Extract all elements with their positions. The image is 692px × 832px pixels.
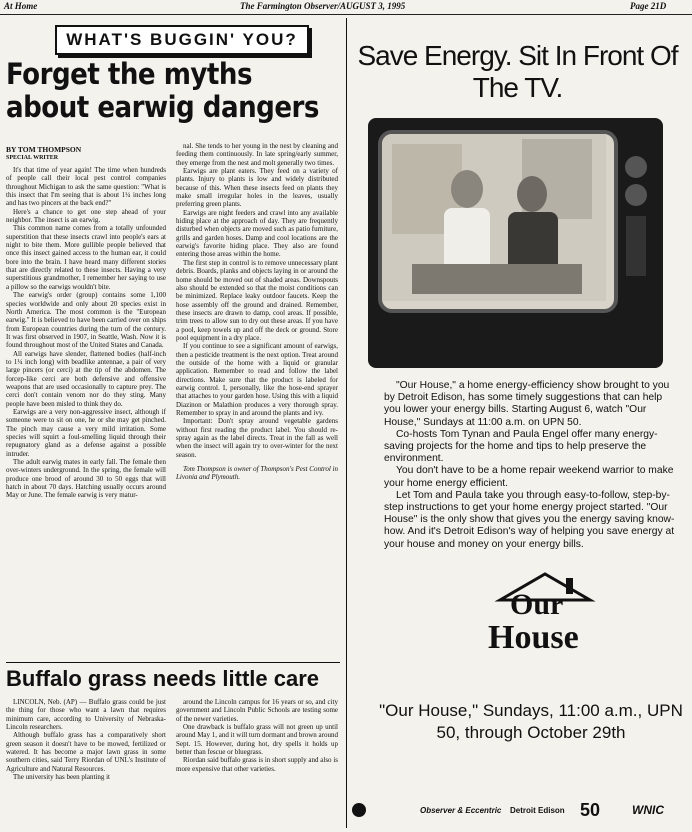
our-house-logo bbox=[470, 570, 620, 660]
paragraph: Earwigs are a very non-aggressive insect, although if someone were to sit on one, he or she may get pinched. The pinch may cause a very mild irritation. Some species will squirt a foul-smelling liquid through their repugnatory gland as a defense against a possible intruder. bbox=[6, 407, 166, 458]
paragraph: Here's a chance to get one step ahead of your neighbor. The insect is an earwig. bbox=[6, 207, 166, 225]
article-column-2 bbox=[176, 142, 338, 650]
article-column-1 bbox=[6, 166, 166, 662]
ad-paragraph: You don't have to be a home repair weekend warrior to make your home energy efficient. bbox=[384, 465, 674, 489]
article2-column-2 bbox=[176, 698, 338, 828]
ad-paragraph: "Our House," a home energy-efficiency show brought to you by Detroit Edison, has some timely suggestions that can help you lower your energy bills. Starting August 6, watch "Our House," Sundays at 11:00 a.m. on UPN 50. bbox=[384, 380, 670, 428]
paragraph: If you continue to see a significant amount of earwigs, then a pesticide treatment is the next option. Treat around the outside of the home with a liquid or granular application. Remember to read and follow the label directions. Make sure that the product is labeled for earwig control. I, personally, like the hose-end sprayer that attaches to your garden hose. Using this with a liquid Diazinon or Malathion produces a very thorough spray. Remember to spray in and around the plants and ivy. bbox=[176, 342, 338, 417]
tv-screen-photo bbox=[378, 130, 618, 313]
article-divider bbox=[6, 662, 340, 663]
logo-word-house: House bbox=[488, 619, 579, 656]
sponsor-observer: Observer & Eccentric bbox=[420, 806, 502, 815]
article2-column-1 bbox=[6, 698, 166, 828]
paragraph: Earwigs are night feeders and crawl into any available hiding place at the approach of day. They are frequently disturbed when objects are moved such as patio furniture, grills and garden hoses. Damp and cool locations are the earwig's favorite hiding place. They also are found entering those areas within the home. bbox=[176, 208, 338, 259]
author-note: Tom Thompson is owner of Thompson's Pest Control in Livonia and Plymouth. bbox=[176, 465, 338, 482]
paragraph: The adult earwig mates in early fall. The female then over-winters underground. In the spring, the female will produce one brood of around 30 to 50 eggs that will hatch in about 70 days. Hatching usually occurs around May or June. The female earwig is very matur- bbox=[6, 458, 166, 500]
column-rule bbox=[346, 18, 347, 828]
article2-headline: Buffalo grass needs little care bbox=[6, 666, 319, 691]
paragraph: The first step in control is to remove unnecessary plant debris. Boards, planks and objects laying in or around the home should be moved out of shaded areas. Downspouts also should be extended so that the moist conditions can be minimized. Replace leaky outdoor faucets. Keep the hose assembly off the ground and drained. Remember, these insects are drawn to damp, cool areas. If possible, trim trees to allow sun to dry out these areas. If you have a pool, keep towels up and off the deck or ground. Store pool equipment in a dry place. bbox=[176, 258, 338, 342]
article-headline: Forget the myths about earwig dangers bbox=[6, 57, 319, 124]
paragraph: Although buffalo grass has a comparatively short green season it doesn't have to be mowed, fertilized or watered. It has become a major lawn grass in some southern cities, said Terry Riordan of UNL's Institute of Agriculture and Natural Resources. bbox=[6, 731, 166, 773]
sponsor-wnic: WNIC bbox=[632, 803, 664, 817]
logo-word-our: Our bbox=[510, 588, 564, 621]
paragraph: All earwigs have slender, flattened bodies (half-inch to 1¼ inch long) with beadlike antennae, a pair of very large pincers (or cerci) at the tip of the abdomen. The forcep-like cerci are both defensive and offensive weapons that are used occasionally to capture prey. The cerci don't contain venom nor do they sting. Many people have been misled to think they do. bbox=[6, 349, 166, 408]
page-number: Page 21D bbox=[630, 1, 667, 11]
page-header bbox=[0, 0, 692, 15]
ad-paragraph: Co-hosts Tom Tynan and Paula Engel offer many energy-saving projects for the home and tips to help preserve the environment. bbox=[384, 428, 658, 465]
paragraph: LINCOLN, Neb. (AP) — Buffalo grass could be just the thing for those who want a lawn that requires minimum care, according to University of Nebraska-Lincoln researchers. bbox=[6, 698, 166, 732]
ad-paragraph: Let Tom and Paula take you through easy-to-follow, step-by-step instructions to get your home energy project started. "Our House" is the only show that gives you the energy saving know-how. And it's Detroit Edison's way of helping you save energy at your house and money on your energy bills. bbox=[384, 489, 675, 550]
paragraph: Riordan said buffalo grass is in short supply and also is more expensive that other varieties. bbox=[176, 756, 338, 773]
paragraph: Important: Don't spray around vegetable gardens without first reading the product label. You should re-spray again as the label directs. Treat in the fall as well when the insect will again try to over-winter for the next season. bbox=[176, 417, 338, 459]
paragraph: nal. She tends to her young in the nest by cleaning and feeding them continuously. In late spring/early summer, they emerge from the nest and molt generally two times. bbox=[176, 142, 338, 167]
paper-dateline: The Farmington Observer/AUGUST 3, 1995 bbox=[240, 1, 406, 11]
ad-body bbox=[384, 380, 680, 551]
section-label: At Home bbox=[4, 1, 38, 11]
column-kicker: WHAT'S BUGGIN' YOU? bbox=[55, 25, 309, 55]
sponsor-emblem-icon bbox=[352, 803, 366, 817]
paragraph: This common name comes from a totally unfounded superstition that these insects crawl into people's ears at night to bite them. More gullible people believed that once this insect gained access to the human ear, it could bore into the brain. I have heard many different stories that are directly related to these insects. Having a very superstitious grandmother, I remember her saying to use a pillow so the earwigs wouldn't bite. bbox=[6, 224, 166, 291]
paragraph: The university has been planting it bbox=[13, 773, 111, 782]
sponsor-detroit-edison: Detroit Edison bbox=[510, 806, 565, 815]
sponsor-strip bbox=[350, 800, 690, 826]
hosts-photo bbox=[382, 134, 606, 301]
paragraph: It's that time of year again! The time when hundreds of people call their local pest control companies throughout Michigan to ask the same question: "What is this insect that I'm seeing that is about 1¼ inches long and has two pincers at the back end?" bbox=[6, 166, 166, 208]
byline-author: BY TOM THOMPSON bbox=[6, 145, 82, 154]
ad-schedule: "Our House," Sundays, 11:00 a.m., UPN 50, through October 29th bbox=[379, 701, 683, 742]
paragraph: Earwigs are plant eaters. They feed on a variety of plants. Injury to plants is low and widely distributed because of this. When these insects feed on plants they make small irregular holes in the leaves, usually preferring green plants. bbox=[176, 167, 338, 209]
paragraph: One drawback is buffalo grass will not green up until around May 1, and it will turn dormant and brown around Sept. 15. However, during hot, dry spells it holds up better than fescue or bluegrass. bbox=[176, 723, 338, 757]
paragraph: The earwig's order (group) contains some 1,100 species worldwide and only about 20 species exist in North America. The most common is the "European earwig." It is believed to have been carried over on ships from European countries during the turn of the century. It was first observed in 1907, in Seattle, Wash. Now it is found throughout most of the United States and Canada. bbox=[6, 291, 166, 350]
sponsor-upn50: 50 bbox=[580, 800, 601, 820]
paragraph: around the Lincoln campus for 16 years or so, and city government and Lincoln Public Schools are testing some of the newer varieties. bbox=[176, 698, 338, 723]
byline-role: SPECIAL WRITER bbox=[6, 155, 59, 161]
byline bbox=[6, 145, 81, 163]
ad-headline: Save Energy. Sit In Front Of The TV. bbox=[357, 40, 678, 103]
tv-control-panel bbox=[618, 150, 654, 300]
